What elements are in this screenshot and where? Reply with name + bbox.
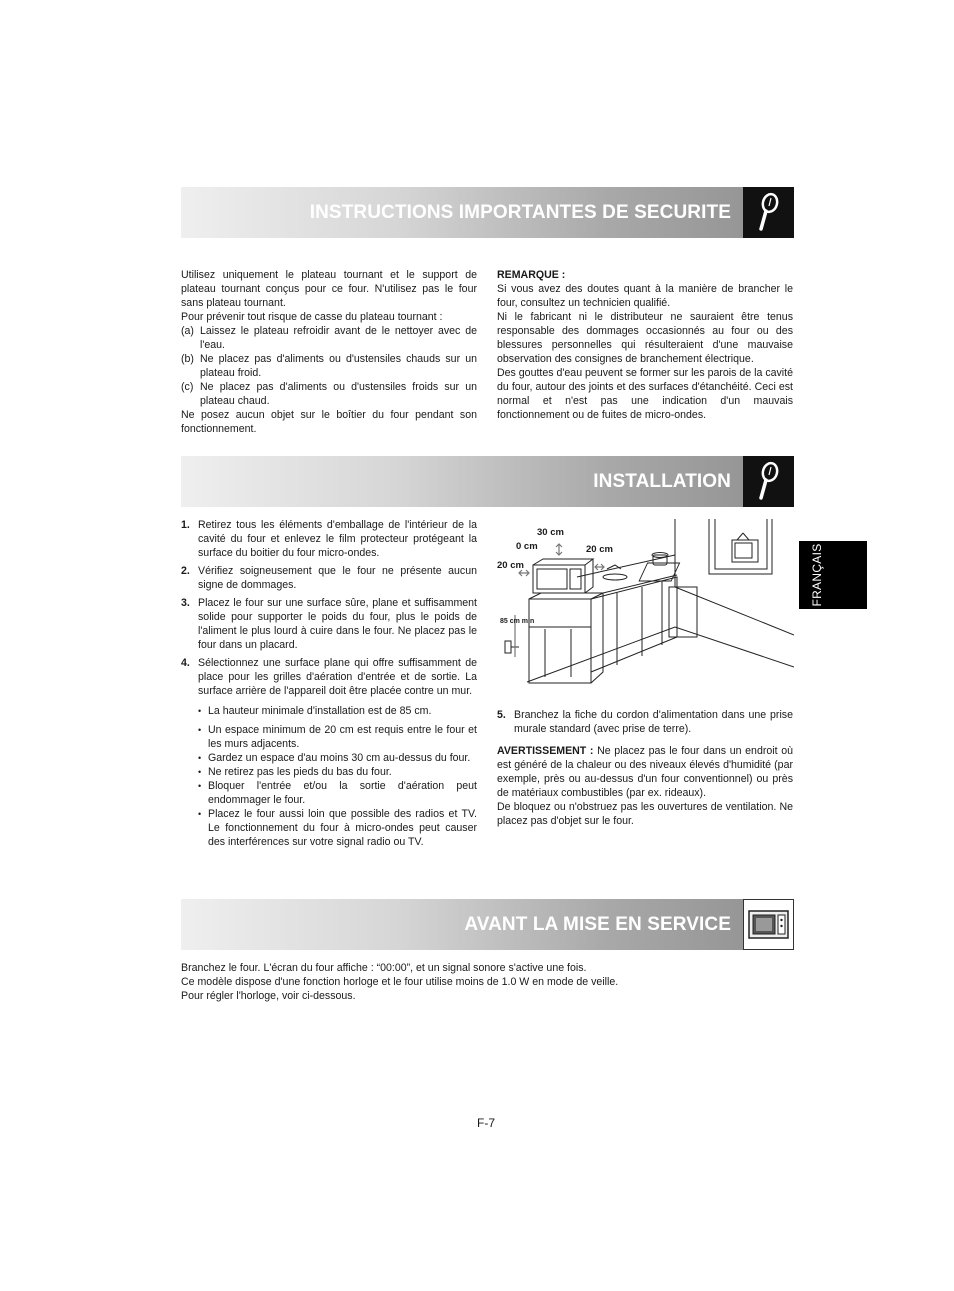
page-number: F-7 — [477, 1116, 495, 1130]
warning-paragraph — [497, 744, 793, 800]
installation-right-column — [497, 708, 793, 828]
bullet-marker: • — [198, 809, 202, 819]
step-number: 5. — [497, 709, 506, 721]
microwave-icon — [743, 899, 794, 950]
safety-left-column — [181, 268, 477, 436]
safety-paragraph: Pour prévenir tout risque de casse du plateau tournant : — [181, 311, 443, 323]
list-text: Laissez le plateau refroidir avant de le nettoyer avec de l'eau. — [200, 325, 477, 351]
install-step — [181, 596, 477, 652]
step-text: Sélectionnez une surface plane qui offre suffisamment de place pour les grilles d'aération d'entrée et de sortie. La surface arrière de l'appareil doit être placée contre un mur. — [198, 657, 477, 697]
kitchen-installation-diagram — [497, 517, 794, 685]
clearance-right-label: 20 cm — [586, 544, 613, 555]
list-marker: (b) — [181, 353, 194, 365]
warning-label: AVERTISSEMENT : — [497, 745, 594, 757]
install-step — [181, 564, 477, 592]
height-min-label: 85 cm min — [500, 618, 535, 625]
bullet-item — [181, 779, 477, 807]
list-item — [181, 352, 477, 380]
service-line: Branchez le four. L'écran du four affiche : “00:00”, et un signal sonore s'active une fois. — [181, 962, 587, 974]
bullet-marker: • — [198, 767, 202, 777]
safety-right-column — [497, 268, 793, 422]
safety-paragraph: Ne posez aucun objet sur le boîtier du four pendant son fonctionnement. — [181, 409, 477, 435]
service-line: Ce modèle dispose d'une fonction horloge et le four utilise moins de 1.0 W en mode de veille. — [181, 976, 619, 988]
list-text: Ne placez pas d'aliments ou d'ustensiles froids sur un plateau chaud. — [200, 381, 477, 407]
remark-paragraph: Si vous avez des doutes quant à la manière de brancher le four, consultez un technicien qualifié. — [497, 283, 793, 309]
clearance-top-label: 30 cm — [537, 527, 564, 538]
bullet-text: Placez le four aussi loin que possible des radios et TV. Le fonctionnement du four à micro-ondes peut causer des interférences sur votre signal radio ou TV. — [208, 808, 477, 848]
clearance-zero-label: 0 cm — [516, 541, 538, 552]
bullet-marker: • — [198, 725, 202, 735]
bullet-text: Gardez un espace d'au moins 30 cm au-dessus du four. — [208, 752, 471, 764]
step-text: Branchez la fiche du cordon d'alimentation dans une prise murale standard (avec prise de terre). — [514, 709, 793, 735]
bullet-item — [181, 704, 477, 718]
step-text: Placez le four sur une surface sûre, plane et suffisamment solide pour supporter le poids du four, plus le poids de l'aliment le plus lourd à cuire dans le four. Ne placez pas le four dans un placard. — [198, 597, 477, 651]
bullet-marker: • — [198, 753, 202, 763]
bullet-item — [181, 723, 477, 751]
service-line: Pour régler l'horloge, voir ci-dessous. — [181, 990, 356, 1002]
bullet-marker: • — [198, 781, 202, 791]
magnifier-icon — [743, 456, 794, 507]
section-title-installation: INSTALLATION — [593, 471, 731, 492]
magnifier-icon — [743, 187, 794, 238]
remark-paragraph: Ni le fabricant ni le distributeur ne sauraient être tenus responsable des dommages occasionnés au four ou des blessures personnelles qui résulteraient d'une mauvaise observation des consignes de branchement électrique. — [497, 311, 793, 365]
bullet-item — [181, 751, 477, 765]
ventilation-paragraph: De bloquez ou n'obstruez pas les ouvertures de ventilation. Ne placez pas d'objet sur le four. — [497, 801, 793, 827]
install-step — [181, 518, 477, 560]
safety-paragraph: Utilisez uniquement le plateau tournant et le support de plateau tournant conçus pour ce four. N'utilisez pas le four sans plateau tournant. — [181, 269, 477, 309]
kitchen-illustration — [497, 517, 794, 685]
section-header-service — [181, 899, 794, 950]
bullet-text: Bloquer l'entrée et/ou la sortie d'aération peut endommager le four. — [208, 780, 477, 806]
install-step — [497, 708, 793, 736]
list-text: Ne placez pas d'aliments ou d'ustensiles chauds sur un plateau froid. — [200, 353, 477, 379]
section-title-safety: INSTRUCTIONS IMPORTANTES DE SECURITE — [309, 202, 731, 223]
list-marker: (a) — [181, 325, 194, 337]
step-number: 3. — [181, 597, 190, 609]
step-text: Vérifiez soigneusement que le four ne présente aucun signe de dommages. — [198, 565, 477, 591]
bullet-text: Un espace minimum de 20 cm est requis entre le four et les murs adjacents. — [208, 724, 477, 750]
language-tab-label: FRANÇAIS — [810, 543, 824, 607]
section-header-safety — [181, 187, 794, 238]
bullet-marker: • — [198, 706, 202, 716]
clearance-left-label: 20 cm — [497, 560, 524, 571]
service-text — [181, 961, 794, 1003]
installation-left-column — [181, 518, 477, 849]
section-header-installation — [181, 456, 794, 507]
list-item — [181, 324, 477, 352]
bullet-item — [181, 765, 477, 779]
list-marker: (c) — [181, 381, 194, 393]
bullet-item — [181, 807, 477, 849]
list-item — [181, 380, 477, 408]
bullet-text: La hauteur minimale d'installation est de 85 cm. — [208, 705, 432, 717]
remark-paragraph: Des gouttes d'eau peuvent se former sur les parois de la cavité du four, autour des joints et des surfaces d'étanchéité. Ceci est normal et n'est pas une indication d'un mauvais fonctionnement ou de fuites de micro-ondes. — [497, 367, 793, 421]
step-number: 1. — [181, 519, 190, 531]
step-number: 4. — [181, 657, 190, 669]
step-number: 2. — [181, 565, 190, 577]
remark-heading: REMARQUE : — [497, 269, 566, 281]
language-tab — [799, 541, 867, 609]
section-title-service: AVANT LA MISE EN SERVICE — [464, 914, 731, 935]
bullet-text: Ne retirez pas les pieds du bas du four. — [208, 766, 392, 778]
install-step — [181, 656, 477, 698]
warning-text: Ne placez pas le four dans un endroit où est généré de la chaleur ou des niveaux élevés d'humidité (par exemple, près ou au-dessus d'un four conventionnel) ou près de matériaux combustibles (par ex. rideaux). — [497, 745, 793, 799]
step-text: Retirez tous les éléments d'emballage de l'intérieur de la cavité du four et enlevez le film protecteur protégeant la surface du boitier du four micro-ondes. — [198, 519, 477, 559]
